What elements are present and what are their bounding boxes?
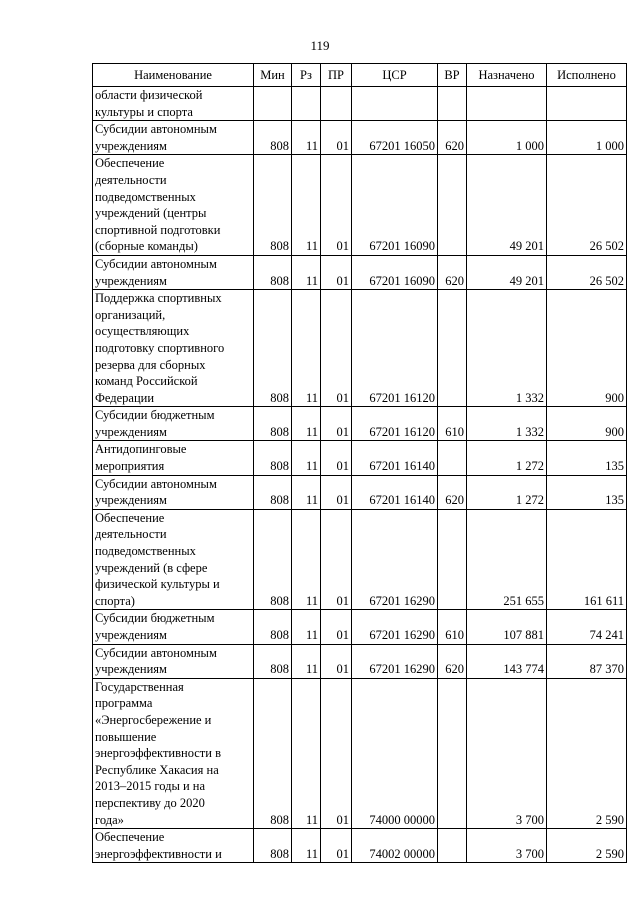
cell-executed: 2 590 (547, 829, 627, 863)
header-name: Наименование (93, 64, 254, 87)
cell-executed: 26 502 (547, 155, 627, 256)
cell-name-line: Поддержка спортивных (95, 291, 222, 306)
cell-executed: 87 370 (547, 644, 627, 678)
table-row (93, 678, 627, 828)
cell-rz: 11 (292, 610, 321, 644)
cell-csr: 67201 16140 (352, 475, 438, 509)
cell-name-line: учреждениям (95, 424, 167, 439)
cell-executed: 74 241 (547, 610, 627, 644)
cell-assigned: 3 700 (467, 678, 547, 828)
cell-csr: 67201 16120 (352, 407, 438, 441)
table-body (93, 87, 627, 863)
header-pr: ПР (321, 64, 352, 87)
cell-pr: 01 (321, 407, 352, 441)
cell-vr (438, 155, 467, 256)
cell-name (93, 290, 254, 407)
cell-vr (438, 441, 467, 475)
cell-pr: 01 (321, 121, 352, 155)
cell-vr (438, 509, 467, 610)
cell-pr: 01 (321, 475, 352, 509)
cell-name-line: Государственная (95, 679, 184, 694)
cell-executed: 2 590 (547, 678, 627, 828)
cell-name-line: учреждений (центры (95, 206, 207, 221)
cell-name-line: программа (95, 696, 153, 711)
table-row (93, 441, 627, 475)
cell-executed: 900 (547, 407, 627, 441)
cell-name-line: энергоэффективности в (95, 746, 221, 761)
table-row (93, 290, 627, 407)
cell-pr: 01 (321, 678, 352, 828)
cell-assigned: 1 272 (467, 475, 547, 509)
cell-assigned (467, 87, 547, 121)
cell-name-line: спорта) (95, 593, 135, 608)
cell-csr: 67201 16140 (352, 441, 438, 475)
cell-name-line: Субсидии автономным (95, 476, 217, 491)
cell-name-line: года» (95, 812, 124, 827)
table-row (93, 255, 627, 289)
page-number: 119 (310, 38, 330, 53)
table-row (93, 87, 627, 121)
cell-csr: 67201 16290 (352, 509, 438, 610)
cell-name (93, 121, 254, 155)
cell-name (93, 155, 254, 256)
cell-assigned: 1 332 (467, 407, 547, 441)
cell-min: 808 (254, 255, 292, 289)
cell-csr: 67201 16290 (352, 610, 438, 644)
table-row (93, 407, 627, 441)
table-row (93, 155, 627, 256)
cell-name-line: подведомственных (95, 189, 196, 204)
cell-name (93, 87, 254, 121)
cell-executed: 135 (547, 475, 627, 509)
cell-csr: 74002 00000 (352, 829, 438, 863)
cell-vr: 620 (438, 121, 467, 155)
cell-executed: 161 611 (547, 509, 627, 610)
cell-name (93, 610, 254, 644)
cell-min: 808 (254, 509, 292, 610)
cell-pr (321, 87, 352, 121)
cell-min: 808 (254, 121, 292, 155)
cell-name-line: деятельности (95, 527, 167, 542)
cell-executed (547, 87, 627, 121)
cell-pr: 01 (321, 255, 352, 289)
cell-name-line: Субсидии бюджетным (95, 408, 215, 423)
cell-rz: 11 (292, 407, 321, 441)
cell-name-line: культуры и спорта (95, 104, 193, 119)
cell-rz: 11 (292, 290, 321, 407)
cell-name (93, 509, 254, 610)
cell-min: 808 (254, 678, 292, 828)
table-row (93, 644, 627, 678)
table-row (93, 475, 627, 509)
cell-executed: 26 502 (547, 255, 627, 289)
cell-name-line: физической культуры и (95, 577, 220, 592)
table-header-row (93, 64, 627, 87)
cell-name (93, 829, 254, 863)
cell-name-line: повышение (95, 729, 157, 744)
cell-assigned: 1 000 (467, 121, 547, 155)
cell-min: 808 (254, 475, 292, 509)
cell-name-line: 2013–2015 годы и на (95, 779, 206, 794)
cell-name-line: Федерации (95, 390, 155, 405)
cell-csr: 67201 16050 (352, 121, 438, 155)
table-row (93, 121, 627, 155)
header-executed: Исполнено (547, 64, 627, 87)
cell-csr (352, 87, 438, 121)
cell-executed: 1 000 (547, 121, 627, 155)
cell-min: 808 (254, 829, 292, 863)
header-rz: Рз (292, 64, 321, 87)
cell-rz: 11 (292, 509, 321, 610)
cell-name-line: Обеспечение (95, 510, 165, 525)
cell-name-line: резерва для сборных (95, 357, 206, 372)
header-assigned: Назначено (467, 64, 547, 87)
cell-name-line: деятельности (95, 172, 167, 187)
cell-csr: 67201 16090 (352, 255, 438, 289)
cell-assigned: 251 655 (467, 509, 547, 610)
cell-executed: 135 (547, 441, 627, 475)
cell-name (93, 255, 254, 289)
cell-vr: 610 (438, 610, 467, 644)
cell-name-line: учреждениям (95, 138, 167, 153)
cell-pr: 01 (321, 155, 352, 256)
cell-executed: 900 (547, 290, 627, 407)
cell-min: 808 (254, 644, 292, 678)
cell-assigned: 1 272 (467, 441, 547, 475)
cell-vr (438, 290, 467, 407)
table-row (93, 829, 627, 863)
cell-name-line: перспективу до 2020 (95, 795, 205, 810)
cell-rz: 11 (292, 255, 321, 289)
cell-name (93, 475, 254, 509)
cell-name (93, 407, 254, 441)
cell-name-line: подготовку спортивного (95, 340, 225, 355)
cell-name-line: мероприятия (95, 459, 165, 474)
cell-vr: 620 (438, 255, 467, 289)
cell-rz: 11 (292, 441, 321, 475)
cell-name-line: области физической (95, 88, 203, 102)
cell-rz: 11 (292, 475, 321, 509)
cell-csr: 67201 16090 (352, 155, 438, 256)
cell-name-line: Обеспечение (95, 156, 165, 171)
cell-min: 808 (254, 155, 292, 256)
cell-name-line: осуществляющих (95, 324, 190, 339)
cell-assigned: 3 700 (467, 829, 547, 863)
cell-name-line: учреждений (в сфере (95, 560, 208, 575)
cell-csr: 67201 16120 (352, 290, 438, 407)
cell-name-line: учреждениям (95, 273, 167, 288)
cell-name (93, 644, 254, 678)
table-row (93, 509, 627, 610)
cell-name-line: Антидопинговые (95, 442, 187, 457)
cell-csr: 74000 00000 (352, 678, 438, 828)
table-row (93, 610, 627, 644)
cell-name-line: (сборные команды) (95, 239, 198, 254)
cell-pr: 01 (321, 509, 352, 610)
cell-vr (438, 829, 467, 863)
cell-name-line: «Энергосбережение и (95, 712, 212, 727)
cell-min (254, 87, 292, 121)
cell-pr: 01 (321, 441, 352, 475)
cell-name-line: Субсидии автономным (95, 256, 217, 271)
cell-vr: 620 (438, 475, 467, 509)
cell-min: 808 (254, 610, 292, 644)
cell-name-line: учреждениям (95, 628, 167, 642)
cell-name-line: Субсидии автономным (95, 645, 217, 660)
cell-pr: 01 (321, 610, 352, 644)
cell-assigned: 107 881 (467, 610, 547, 644)
cell-name-line: подведомственных (95, 544, 196, 559)
cell-assigned: 49 201 (467, 155, 547, 256)
header-min: Мин (254, 64, 292, 87)
cell-name-line: учреждениям (95, 662, 167, 677)
cell-name-line: энергоэффективности и (95, 846, 222, 861)
cell-name-line: Обеспечение (95, 830, 165, 845)
cell-name-line: Республике Хакасия на (95, 762, 219, 777)
budget-table (92, 63, 627, 863)
cell-rz: 11 (292, 155, 321, 256)
cell-min: 808 (254, 290, 292, 407)
cell-name-line: учреждениям (95, 493, 167, 508)
cell-pr: 01 (321, 644, 352, 678)
cell-name-line: организаций, (95, 307, 166, 322)
cell-name (93, 678, 254, 828)
cell-vr: 620 (438, 644, 467, 678)
cell-vr (438, 87, 467, 121)
cell-rz: 11 (292, 644, 321, 678)
cell-csr: 67201 16290 (352, 644, 438, 678)
cell-rz (292, 87, 321, 121)
cell-assigned: 143 774 (467, 644, 547, 678)
cell-name (93, 441, 254, 475)
cell-assigned: 49 201 (467, 255, 547, 289)
cell-rz: 11 (292, 829, 321, 863)
cell-min: 808 (254, 441, 292, 475)
cell-name-line: Субсидии бюджетным (95, 611, 215, 626)
header-vr: ВР (438, 64, 467, 87)
cell-vr: 610 (438, 407, 467, 441)
cell-min: 808 (254, 407, 292, 441)
cell-pr: 01 (321, 829, 352, 863)
cell-pr: 01 (321, 290, 352, 407)
cell-name-line: Субсидии автономным (95, 122, 217, 137)
cell-vr (438, 678, 467, 828)
cell-name-line: команд Российской (95, 374, 198, 389)
header-csr: ЦСР (352, 64, 438, 87)
cell-name-line: спортивной подготовки (95, 222, 221, 237)
cell-rz: 11 (292, 678, 321, 828)
cell-assigned: 1 332 (467, 290, 547, 407)
cell-rz: 11 (292, 121, 321, 155)
